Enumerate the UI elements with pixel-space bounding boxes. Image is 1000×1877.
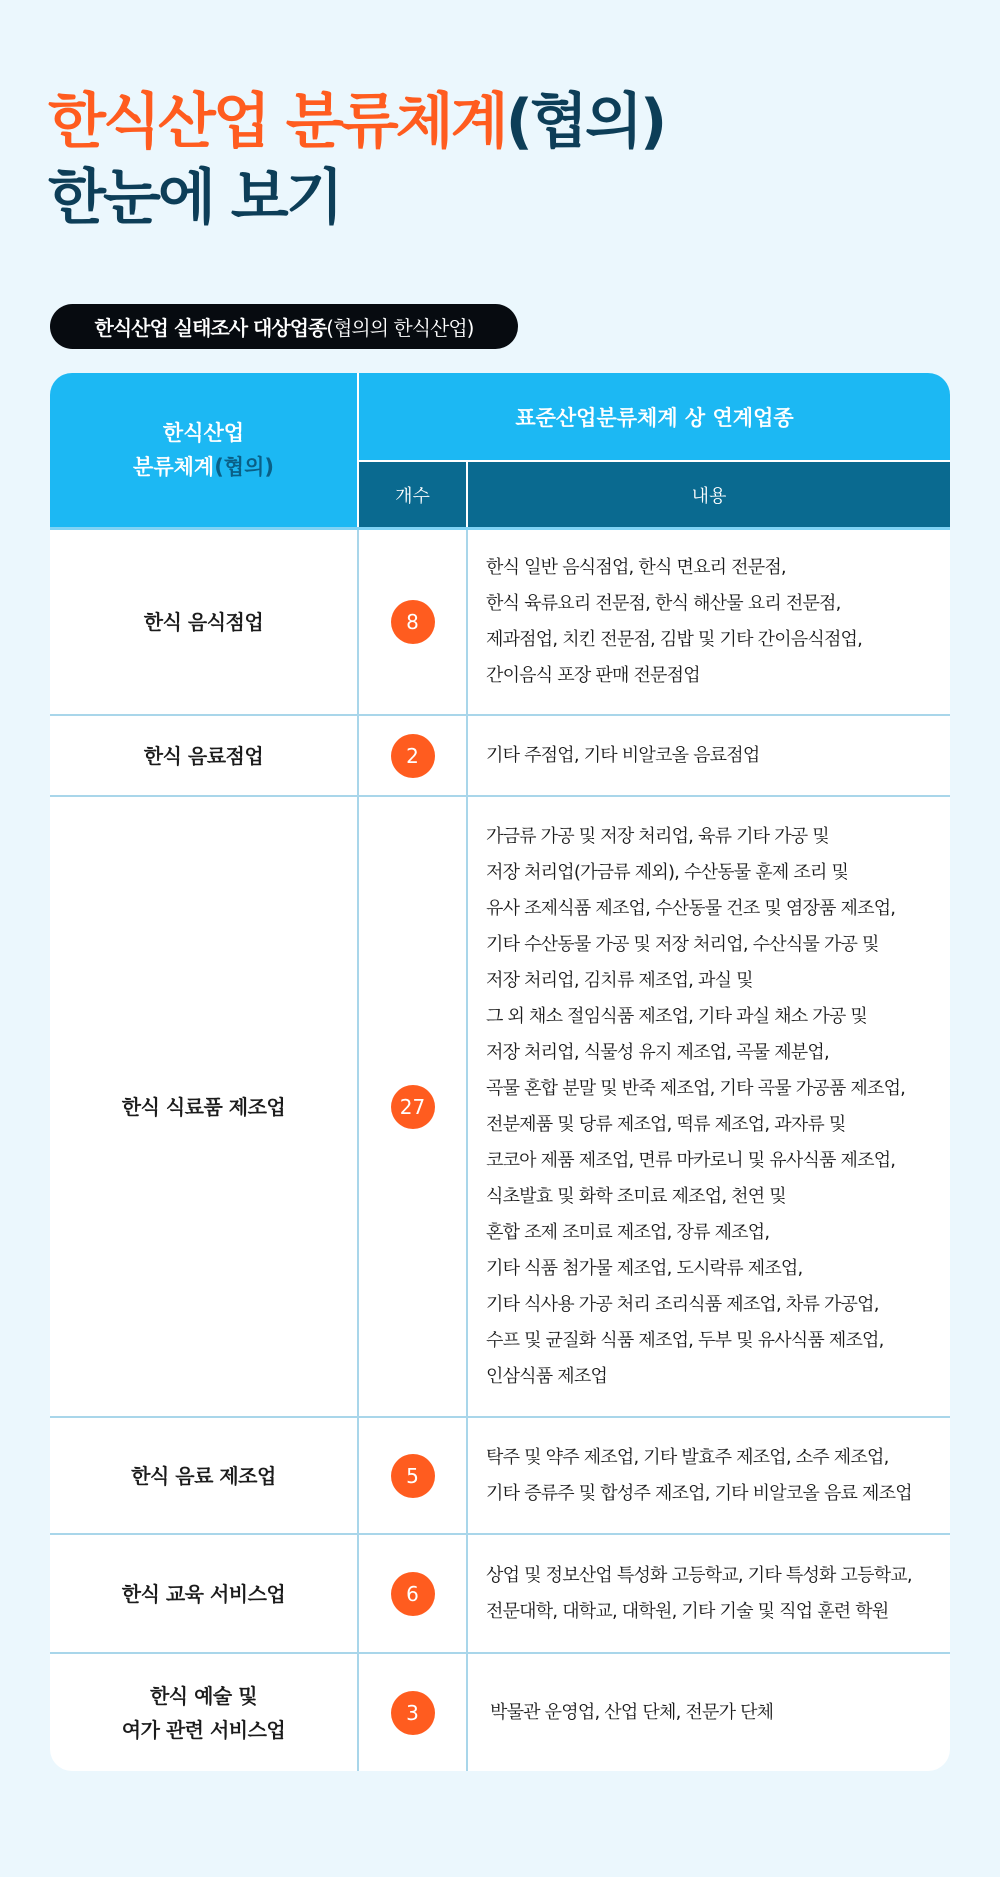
row-content (486, 1418, 948, 1533)
count-badge: 5 (391, 1454, 435, 1498)
row-count (359, 530, 466, 714)
row-count (359, 1418, 466, 1533)
header-count: 개수 (359, 462, 466, 527)
count-badge: 3 (391, 1691, 435, 1735)
row-content-text: 한식 일반 음식점업, 한식 면요리 전문점, 한식 육류요리 전문점, 한식 해산물 요리 전문점, 제과점업, 치킨 전문점, 김밥 및 기타 간이음식점업, 간이음식 포장 판매 전문점업 (486, 557, 863, 686)
section-pill-label (50, 304, 518, 349)
header-divider-sub (466, 462, 468, 527)
row-content (486, 716, 948, 795)
header-divider-vertical (357, 373, 359, 527)
header-classification (50, 373, 357, 527)
count-badge: 6 (391, 1572, 435, 1616)
row-content-text: 박물관 운영업, 산업 단체, 전문가 단체 (490, 1701, 774, 1723)
header-classification-line1: 한식산업 (162, 421, 245, 445)
row-count (359, 797, 466, 1416)
row-content-text: 기타 주점업, 기타 비알코올 음료점업 (486, 744, 760, 766)
row-content-text: 가금류 가공 및 저장 처리업, 육류 기타 가공 및 저장 처리업(가금류 제외), 수산동물 훈제 조리 및 유사 조제식품 제조업, 수산동물 건조 및 염장품 제조업, 기타 수산동물 가공 및 저장 처리업, 수산식물 가공 및 저장 처리업, 김치류 제조업, 과실 및 그 외 채소 절임식품 제조업, 기타 과실 채소 가공 및 저장 처리업, 식물성 유지 제조업, 곡물 제분업, 곡물 혼합 분말 및 반죽 제조업, 기타 곡물 가공품 제조업, 전분제품 및 당류 제조업, 떡류 제조업, 과자류 및 코코아 제품 제조업, 면류 마카로니 및 유사식품 제조업, 식초발효 및 화학 조미료 제조업, 천연 및 혼합 조제 조미료 제조업, 장류 제조업, 기타 식품 첨가물 제조업, 도시락류 제조업, 기타 식사용 가공 처리 조리식품 제조업, 차류 가공업, 수프 및 균질화 식품 제조업, 두부 및 유사식품 제조업, 인삼식품 제조업 (486, 825, 906, 1387)
row-name: 한식 교육 서비스업 (121, 1581, 286, 1606)
count-badge: 27 (391, 1085, 435, 1129)
header-divider-horizontal (359, 460, 950, 462)
row-name (50, 1654, 357, 1771)
title-line-1 (48, 87, 665, 158)
row-content-text: 상업 및 정보산업 특성화 고등학교, 기타 특성화 고등학교, 전문대학, 대학교, 대학원, 기타 기술 및 직업 훈련 학원 (486, 1564, 912, 1622)
row-count (359, 1654, 466, 1771)
header-classification-label: 분류체계 (133, 455, 215, 479)
row-content (486, 797, 948, 1416)
row-name: 한식 식료품 제조업 (121, 1094, 286, 1119)
row-count (359, 1535, 466, 1652)
divider-vertical-2 (466, 530, 468, 1771)
row-content (486, 1654, 948, 1771)
title-line-2: 한눈에 보기 (48, 163, 341, 233)
header-content: 내용 (468, 462, 950, 527)
classification-table (50, 373, 950, 1771)
row-content (486, 530, 948, 714)
header-classification-sub: (협의) (214, 455, 274, 479)
row-content-text: 탁주 및 약주 제조업, 기타 발효주 제조업, 소주 제조업, 기타 증류주 및 합성주 제조업, 기타 비알코올 음료 제조업 (486, 1446, 912, 1504)
pill-label-strong: 한식산업 실태조사 대상업종 (94, 316, 327, 340)
row-name: 한식 음료 제조업 (131, 1463, 276, 1488)
title-paren: (협의) (505, 87, 665, 157)
header-linked-industries: 표준산업분류체계 상 연계업종 (359, 373, 950, 460)
pill-label-light: (협의의 한식산업) (326, 316, 474, 340)
row-name: 한식 음식점업 (143, 610, 264, 634)
row-name: 한식 음료점업 (143, 743, 264, 768)
row-count (359, 716, 466, 795)
row-content (486, 1535, 948, 1652)
title-accent: 한식산업 분류체계 (48, 87, 506, 157)
row-name-text: 한식 예술 및 여가 관련 서비스업 (121, 1683, 286, 1742)
count-badge: 2 (391, 734, 435, 778)
page-title (48, 87, 665, 234)
count-badge: 8 (391, 600, 435, 644)
header-classification-line2 (133, 450, 274, 484)
